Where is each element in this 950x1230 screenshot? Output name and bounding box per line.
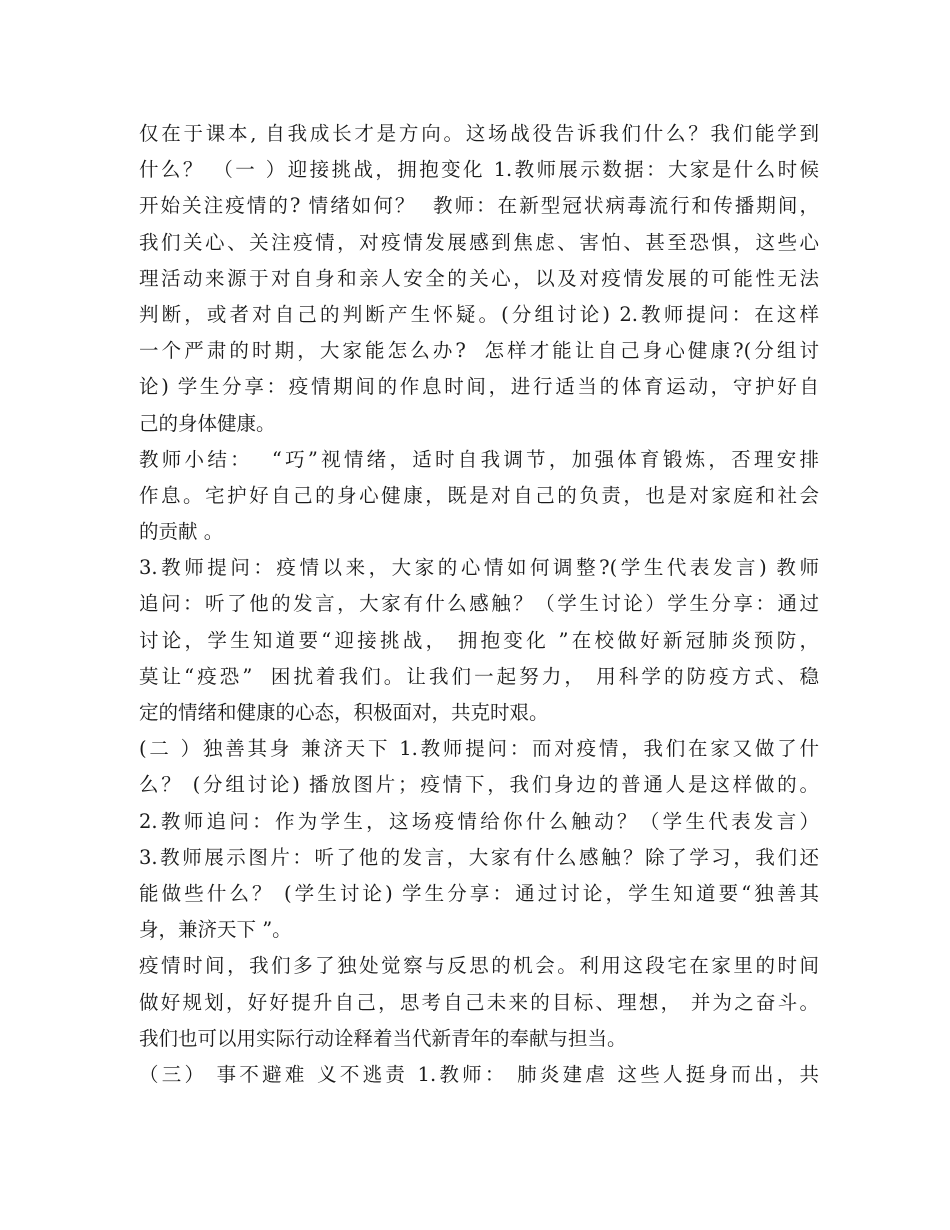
text-line-15: 讨论，学生知道要“迎接挑战， 拥抱变化 ”在校做好新冠肺炎预防， [139, 628, 819, 652]
text-line-1: 仅在于课本, 自我成长才是方向。这场战役告诉我们什么？我们能学到 [139, 122, 819, 145]
text-line-17: 定的情绪和健康的心态，积极面对，共克时艰。 [139, 701, 549, 724]
text-line-9: 己的身体健康。 [139, 411, 276, 435]
text-line-5: 理活动来源于对自身和亲人安全的关心，以及对疫情发展的可能性无法 [139, 266, 819, 290]
text-line-14: 追问：听了他的发言，大家有什么感触？（学生讨论）学生分享：通过 [139, 592, 819, 616]
text-line-4: 我们关心、关注疫情，对疫情发展感到焦虑、害怕、甚至恐惧，这些心 [139, 230, 819, 254]
text-line-25: 做好规划，好好提升自己，思考自己未来的目标、理想， 并为之奋斗。 [139, 990, 819, 1014]
text-line-11: 作息。宅护好自己的身心健康，既是对自己的负责，也是对家庭和社会 [139, 483, 819, 507]
document-body [139, 116, 819, 1093]
text-line-10: 教师小结： “巧”视情绪，适时自我调节，加强体育锻炼，否理安排 [139, 447, 819, 471]
text-line-23: 身，兼济天下 ”。 [139, 918, 292, 942]
text-line-7: 一个严肃的时期，大家能怎么办? 怎样才能让自己身心健康?(分组讨 [139, 339, 819, 363]
text-line-18: (二 ）独善其身 兼济天下 1.教师提问：而对疫情，我们在家又做了什 [139, 737, 819, 761]
text-line-16: 莫让“疫恐” 困扰着我们。让我们一起努力， 用科学的防疫方式、稳 [139, 664, 819, 688]
text-line-22: 能做些什么？ (学生讨论) 学生分享：通过讨论，学生知道要“独善其 [139, 881, 819, 905]
text-line-6: 判断，或者对自己的判断产生怀疑。(分组讨论) 2.教师提问：在这样 [139, 302, 819, 326]
text-line-12: 的贡献 。 [139, 520, 224, 544]
text-line-2: 什么？ （一 ）迎接挑战，拥抱变化 1.教师展示数据：大家是什么时候 [139, 158, 819, 182]
text-line-13: 3.教师提问：疫情以来，大家的心情如何调整?(学生代表发言) 教师 [139, 556, 819, 580]
text-line-20: 2.教师追问：作为学生，这场疫情给你什么触动？（学生代表发言） [139, 809, 819, 833]
text-line-24: 疫情时间，我们多了独处觉察与反思的机会。利用这段宅在家里的时间 [139, 954, 819, 978]
text-line-3: 开始关注疫情的? 情绪如何？ 教师：在新型冠状病毒流行和传播期间， [139, 194, 819, 218]
text-line-8: 论) 学生分享：疫情期间的作息时间，进行适当的体育运动，守护好自 [139, 375, 819, 399]
text-line-27: （三） 事不避难 义不逃责 1.教师： 肺炎建虐 这些人挺身而出，共 [139, 1062, 819, 1086]
text-line-21: 3.教师展示图片：听了他的发言，大家有什么感触？除了学习，我们还 [139, 845, 819, 869]
text-line-26: 我们也可以用实际行动诠释着当代新青年的奉献与担当。 [139, 1026, 627, 1050]
text-line-19: 么？ (分组讨论) 播放图片；疫情下，我们身边的普通人是这样做的。 [139, 773, 819, 797]
